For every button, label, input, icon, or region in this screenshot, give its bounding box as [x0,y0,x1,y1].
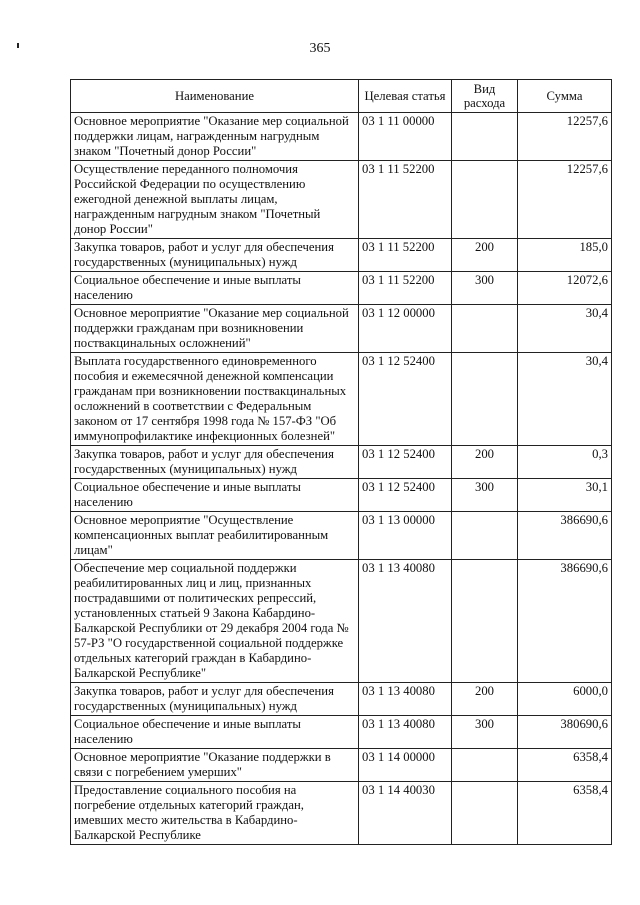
page-number: 365 [309,41,331,56]
row-sum: 30,4 [518,305,612,353]
row-type: 200 [452,446,518,479]
row-name: Осуществление переданного полномочия Российской Федерации по осуществлению ежегодной денежной выплаты лицам, награжденным нагрудным знаком "Почетный донор России" [71,161,359,239]
header-code: Целевая статья [359,80,452,113]
row-type: 200 [452,683,518,716]
header-name: Наименование [71,80,359,113]
row-sum: 386690,6 [518,560,612,683]
row-sum: 6358,4 [518,749,612,782]
table-row [71,683,612,716]
row-name: Основное мероприятие "Осуществление компенсационных выплат реабилитированным лицам" [71,512,359,560]
table-row [71,161,612,239]
row-type [452,512,518,560]
row-code: 03 1 13 00000 [359,512,452,560]
table-row [71,353,612,446]
row-code: 03 1 13 40080 [359,716,452,749]
budget-table [70,79,612,845]
row-sum: 0,3 [518,446,612,479]
row-code: 03 1 11 52200 [359,161,452,239]
row-sum: 386690,6 [518,512,612,560]
table-row [71,749,612,782]
row-sum: 6358,4 [518,782,612,845]
table-row [71,113,612,161]
row-name: Закупка товаров, работ и услуг для обеспечения государственных (муниципальных) нужд [71,239,359,272]
row-name: Выплата государственного единовременного пособия и ежемесячной денежной компенсации гражданам при возникновении поствакцинальных осложнений в соответствии с Федеральным законом от 17 сентября 1998 года № 157-ФЗ "Об иммунопрофилактике инфекционных болезней" [71,353,359,446]
row-sum: 185,0 [518,239,612,272]
table-row [71,272,612,305]
row-type [452,113,518,161]
row-type [452,161,518,239]
row-name: Социальное обеспечение и иные выплаты населению [71,479,359,512]
row-name: Социальное обеспечение и иные выплаты населению [71,272,359,305]
row-code: 03 1 13 40080 [359,560,452,683]
table-row [71,479,612,512]
table-row [71,782,612,845]
table-row [71,716,612,749]
row-type [452,353,518,446]
table-header-row [71,80,612,113]
row-sum: 6000,0 [518,683,612,716]
row-code: 03 1 11 52200 [359,239,452,272]
row-type [452,782,518,845]
row-name: Основное мероприятие "Оказание поддержки в связи с погребением умерших" [71,749,359,782]
row-code: 03 1 12 52400 [359,353,452,446]
row-code: 03 1 12 52400 [359,479,452,512]
row-type: 300 [452,716,518,749]
row-name: Основное мероприятие "Оказание мер социальной поддержки лицам, награжденным нагрудным знаком "Почетный донор России" [71,113,359,161]
row-sum: 12072,6 [518,272,612,305]
row-type: 300 [452,272,518,305]
table-row [71,446,612,479]
row-sum: 30,4 [518,353,612,446]
row-type: 300 [452,479,518,512]
table-row [71,239,612,272]
row-type: 200 [452,239,518,272]
row-code: 03 1 13 40080 [359,683,452,716]
row-code: 03 1 11 52200 [359,272,452,305]
row-type [452,749,518,782]
row-sum: 12257,6 [518,113,612,161]
header-type: Вид расхода [452,80,518,113]
row-name: Основное мероприятие "Оказание мер социальной поддержки гражданам при возникновении поствакцинальных осложнений" [71,305,359,353]
row-sum: 380690,6 [518,716,612,749]
row-sum: 12257,6 [518,161,612,239]
table-row [71,305,612,353]
row-name: Закупка товаров, работ и услуг для обеспечения государственных (муниципальных) нужд [71,683,359,716]
row-sum: 30,1 [518,479,612,512]
row-code: 03 1 14 00000 [359,749,452,782]
row-name: Закупка товаров, работ и услуг для обеспечения государственных (муниципальных) нужд [71,446,359,479]
row-name: Предоставление социального пособия на погребение отдельных категорий граждан, имевших место жительства в Кабардино-Балкарской Республике [71,782,359,845]
header-sum: Сумма [518,80,612,113]
row-code: 03 1 11 00000 [359,113,452,161]
row-code: 03 1 12 52400 [359,446,452,479]
row-name: Обеспечение мер социальной поддержки реабилитированных лиц и лиц, признанных пострадавшими от политических репрессий, установленных статьей 9 Закона Кабардино-Балкарской Республики от 29 декабря 2004 года № 57-РЗ "О государственной социальной поддержке отдельных категорий граждан в Кабардино-Балкарской Республике" [71,560,359,683]
table-row [71,512,612,560]
row-code: 03 1 14 40030 [359,782,452,845]
row-type [452,305,518,353]
table-row [71,560,612,683]
row-name: Социальное обеспечение и иные выплаты населению [71,716,359,749]
row-type [452,560,518,683]
row-code: 03 1 12 00000 [359,305,452,353]
